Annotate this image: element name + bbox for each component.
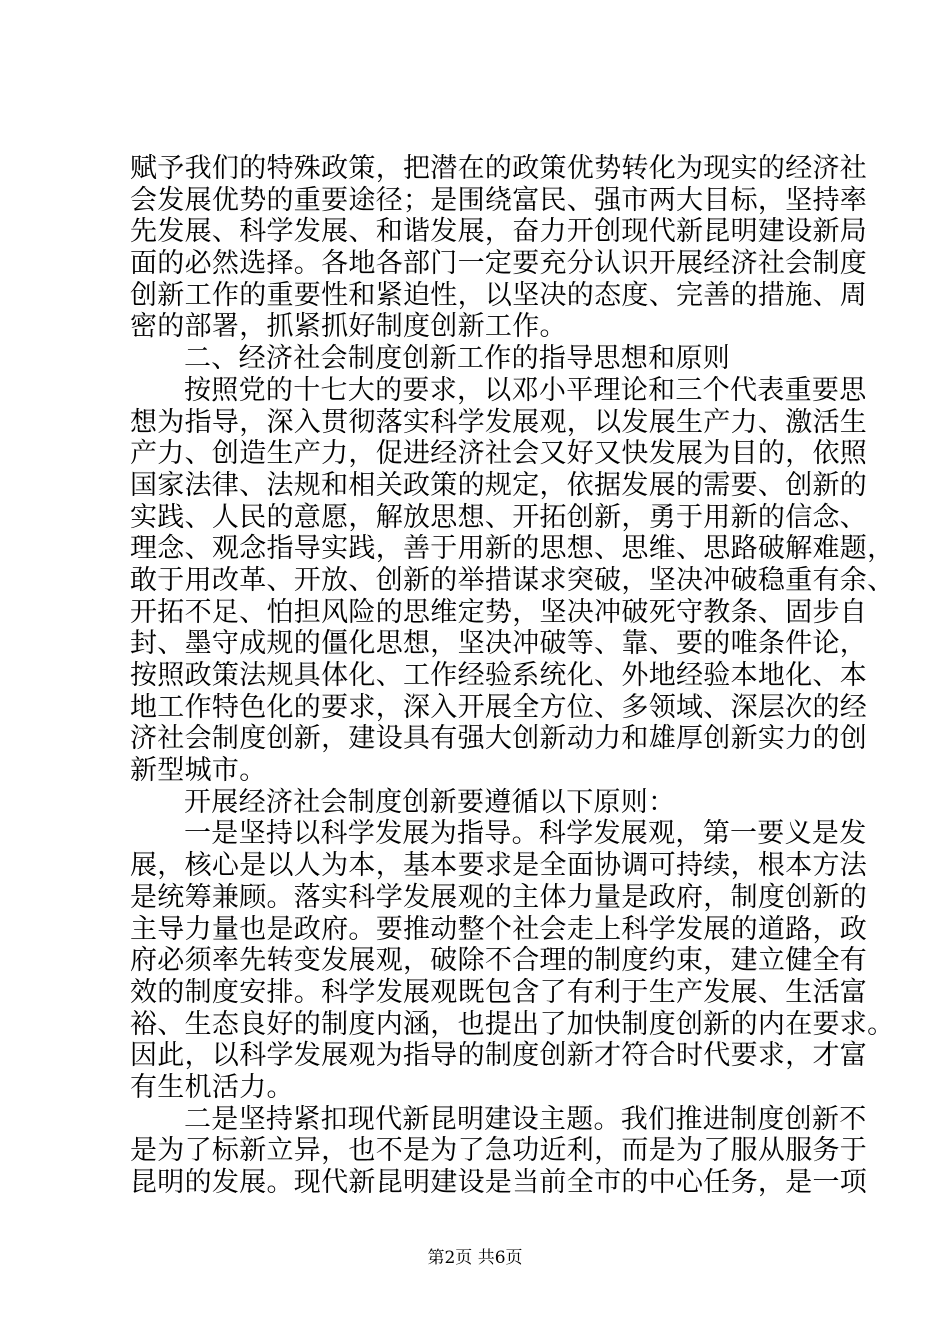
text-line: 按照政策法规具体化、工作经验系统化、外地经验本地化、本 xyxy=(130,660,868,691)
text-line: 面的必然选择。各地各部门一定要充分认识开展经济社会制度 xyxy=(130,248,868,280)
text-line: 实践、人民的意愿，解放思想、开拓创新，勇于用新的信念、 xyxy=(130,501,868,533)
text-line: 创新工作的重要性和紧迫性，以坚决的态度、完善的措施、周 xyxy=(130,279,868,311)
text-line: 新型城市。 xyxy=(130,755,267,787)
text-line: 产力、创造生产力，促进经济社会又好又快发展为目的，依照 xyxy=(130,438,868,470)
text-line: 因此，以科学发展观为指导的制度创新才符合时代要求，才富 xyxy=(130,1040,868,1072)
text-line: 开拓不足、怕担风险的思维定势，坚决冲破死守教条、固步自 xyxy=(130,596,868,628)
text-line: 一是坚持以科学发展为指导。科学发展观，第一要义是发 xyxy=(184,818,867,850)
text-line: 敢于用改革、开放、创新的举措谋求突破，坚决冲破稳重有余、 xyxy=(130,564,895,596)
text-line: 国家法律、法规和相关政策的规定，依据发展的需要、创新的 xyxy=(130,469,868,501)
text-line: 裕、生态良好的制度内涵，也提出了加快制度创新的内在要求。 xyxy=(130,1008,895,1040)
text-line: 地工作特色化的要求，深入开展全方位、多领域、深层次的经 xyxy=(130,691,868,723)
paragraph-intro-continuation xyxy=(130,153,868,343)
paragraph-principles-intro xyxy=(130,787,842,819)
text-line: 理念、观念指导实践，善于用新的思想、思维、思路破解难题， xyxy=(130,533,895,565)
text-line: 封、墨守成规的僵化思想，坚决冲破等、靠、要的唯条件论， xyxy=(130,628,868,660)
text-line: 府必须率先转变发展观，破除不合理的制度约束，建立健全有 xyxy=(130,945,868,977)
text-line: 二是坚持紧扣现代新昆明建设主题。我们推进制度创新不 xyxy=(184,1103,867,1135)
text-line: 会发展优势的重要途径；是围绕富民、强市两大目标，坚持率 xyxy=(130,184,868,216)
document-body xyxy=(130,153,895,1199)
text-line: 先发展、科学发展、和谐发展，奋力开创现代新昆明建设新局 xyxy=(130,216,868,248)
text-line: 效的制度安排。科学发展观既包含了有利于生产发展、生活富 xyxy=(130,976,868,1008)
text-line: 按照党的十七大的要求，以邓小平理论和三个代表重要思 xyxy=(184,374,867,406)
page-number-footer: 第2页 共6页 xyxy=(427,1248,523,1268)
text-line: 赋予我们的特殊政策，把潜在的政策优势转化为现实的经济社 xyxy=(130,153,868,184)
text-line: 有生机活力。 xyxy=(130,1071,294,1103)
paragraph-principle-two xyxy=(130,1103,868,1199)
text-line: 密的部署，抓紧抓好制度创新工作。 xyxy=(130,311,567,343)
text-line: 昆明的发展。现代新昆明建设是当前全市的中心任务，是一项 xyxy=(130,1167,868,1198)
text-line: 是为了标新立异，也不是为了急功近利，而是为了服从服务于 xyxy=(130,1135,868,1167)
paragraph-guiding-thought xyxy=(130,374,895,787)
text-line: 济社会制度创新，建设具有强大创新动力和雄厚创新实力的创 xyxy=(130,723,868,755)
text-line: 展，核心是以人为本，基本要求是全面协调可持续，根本方法 xyxy=(130,850,868,882)
text-line: 是统筹兼顾。落实科学发展观的主体力量是政府，制度创新的 xyxy=(130,881,868,913)
text-line: 想为指导，深入贯彻落实科学发展观，以发展生产力、激活生 xyxy=(130,406,868,438)
section-heading xyxy=(130,343,842,375)
text-line: 开展经济社会制度创新要遵循以下原则： xyxy=(184,786,676,818)
heading-line: 二、经济社会制度创新工作的指导思想和原则 xyxy=(184,343,730,375)
text-line: 主导力量也是政府。要推动整个社会走上科学发展的道路，政 xyxy=(130,913,868,945)
paragraph-principle-one xyxy=(130,818,895,1103)
